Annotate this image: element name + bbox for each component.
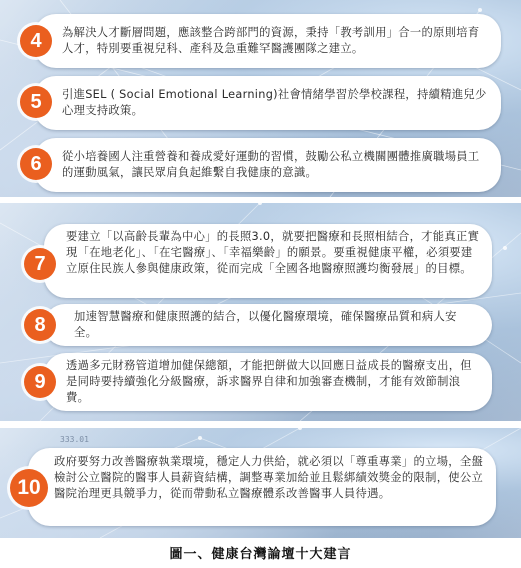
- figure-caption: 圖一、健康台灣論壇十大建言: [169, 547, 352, 562]
- number-badge-5: 5: [20, 86, 52, 118]
- recommendation-text-6: 從小培養國人注重營養和養成愛好運動的習慣，鼓勵公私立機關團體推廣職場員工的運動風氣，讓民眾肩負起維繫自我健康的意識。: [62, 150, 480, 179]
- panel-recommendations-4-6: [0, 0, 521, 197]
- number-badge-8: 8: [24, 309, 56, 341]
- number-badge-10: 10: [10, 469, 48, 507]
- recommendation-text-8: 加速智慧醫療和健康照護的結合，以優化醫療環境，確保醫療品質和病人安全。: [74, 310, 457, 339]
- recommendation-text-4: 為解決人才斷層問題，應該整合跨部門的資源，秉持「教考訓用」合一的原則培育人才，特別要重視兒科、產科及急重難罕醫護團隊之建立。: [62, 26, 480, 55]
- number-badge-9: 9: [24, 366, 56, 398]
- number-badge-7: 7: [24, 248, 56, 280]
- panel-recommendations-7-9: [0, 203, 521, 421]
- recommendation-text-9: 透過多元財務管道增加健保總額，才能把餅做大以回應日益成長的醫療支出，但是同時要持續強化分級醫療，訴求醫界自律和加強審查機制，才能有效節制浪費。: [66, 359, 472, 404]
- recommendation-text-7: 要建立「以高齡長輩為中心」的長照3.0，就要把醫療和長照相結合，才能真正實現「在地老化」、「在宅醫療」、「幸福樂齡」的願景。要重視健康平權，必須要建立原住民族人參與健康政策，從而完成「全國各地醫療照護均衡發展」的目標。: [66, 230, 480, 275]
- background-tick-label: 333.01: [60, 435, 89, 444]
- panel-recommendation-10: [0, 428, 521, 538]
- number-badge-6: 6: [20, 148, 52, 180]
- recommendation-text-5: 引進SEL ( Social Emotional Learning)社會情緒學習於學校課程，持續精進兒少心理支持政策。: [62, 88, 487, 117]
- number-badge-4: 4: [20, 25, 52, 57]
- recommendation-text-10: 政府要努力改善醫療執業環境，穩定人力供給，就必須以「尊重專業」的立場，全盤檢討公立醫院的醫事人員薪資結構，調整專業加給並且鬆綁績效獎金的限制，使公立醫院治理更具競爭力，從而帶動私立醫療體系改善醫事人員待遇。: [54, 455, 484, 500]
